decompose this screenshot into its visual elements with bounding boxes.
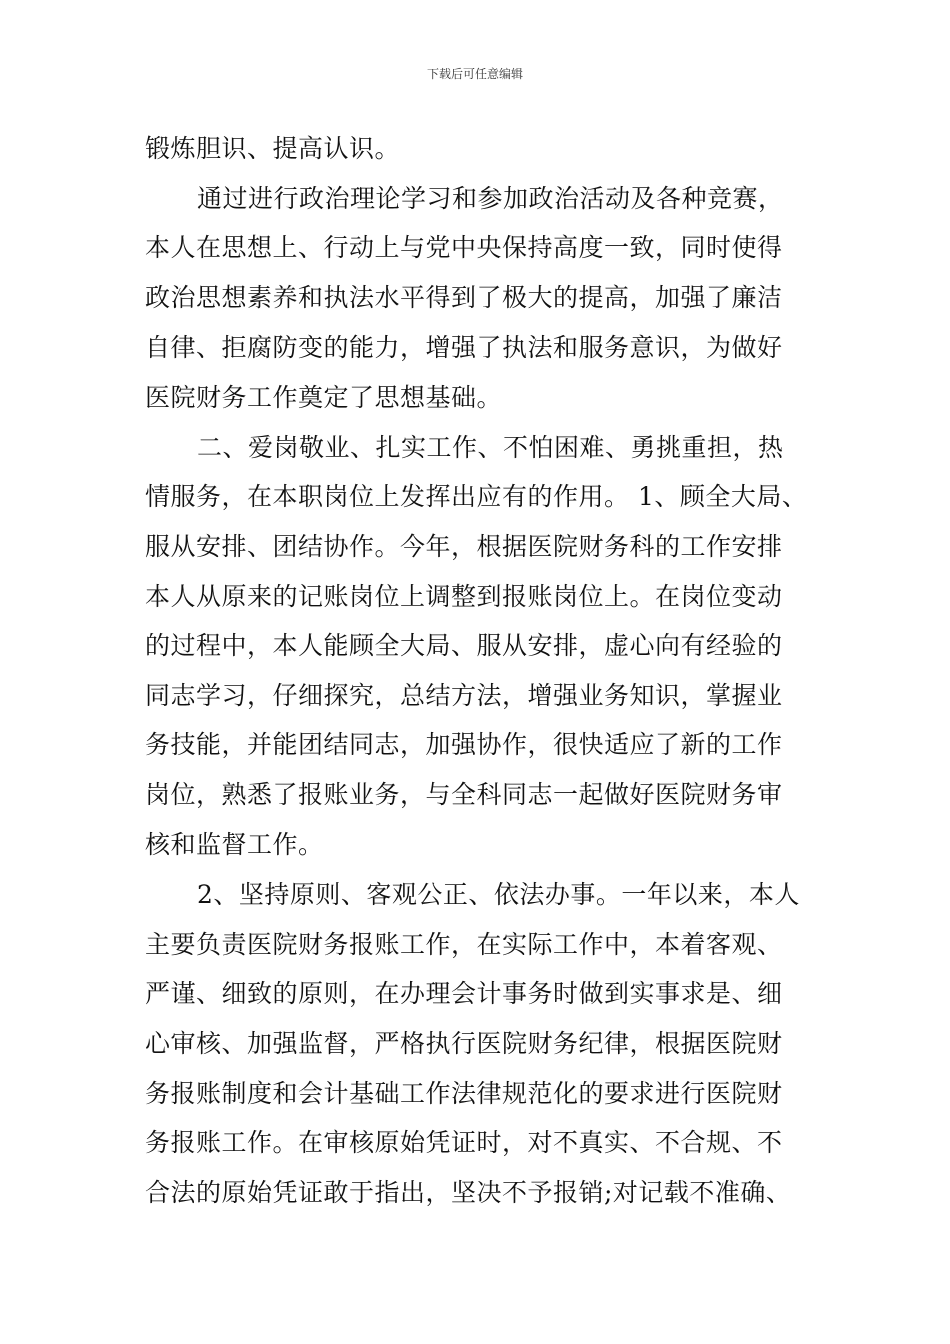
text-line: 医院财务工作奠定了思想基础。	[145, 383, 503, 412]
text-line: 本人在思想上、行动上与党中央保持高度一致，同时使得	[145, 233, 783, 262]
page-header: 下载后可任意编辑	[426, 67, 523, 81]
text-line: 服从安排、团结协作。今年，根据医院财务科的工作安排	[145, 532, 783, 561]
text-line: 二、爱岗敬业、扎实工作、不怕困难、勇挑重担，热	[197, 433, 784, 462]
text-line: 政治思想素养和执法水平得到了极大的提高，加强了廉洁	[145, 283, 783, 312]
text-line: 岗位，熟悉了报账业务，与全科同志一起做好医院财务审	[145, 780, 783, 809]
text-line: 务技能，并能团结同志，加强协作，很快适应了新的工作	[145, 730, 783, 759]
text-line: 通过进行政治理论学习和参加政治活动及各种竞赛，	[197, 184, 784, 213]
text-line: 合法的原始凭证敢于指出，坚决不予报销;对记载不准确、	[145, 1178, 792, 1207]
text-line: 的过程中，本人能顾全大局、服从安排，虚心向有经验的	[145, 631, 783, 660]
text-line: 本人从原来的记账岗位上调整到报账岗位上。在岗位变动	[145, 582, 783, 611]
text-line: 严谨、细致的原则，在办理会计事务时做到实事求是、细	[145, 979, 783, 1008]
text-line: 主要负责医院财务报账工作，在实际工作中，本着客观、	[145, 930, 783, 959]
text-line: 锻炼胆识、提高认识。	[145, 134, 401, 163]
text-line: 务报账工作。在审核原始凭证时，对不真实、不合规、不	[145, 1128, 783, 1157]
text-line: 情服务，在本职岗位上发挥出应有的作用。 1、顾全大局、	[145, 482, 808, 511]
text-line: 心审核、加强监督，严格执行医院财务纪律，根据医院财	[145, 1029, 783, 1058]
text-line: 自律、拒腐防变的能力，增强了执法和服务意识，为做好	[145, 333, 783, 362]
text-line: 核和监督工作。	[145, 830, 324, 859]
text-line: 务报账制度和会计基础工作法律规范化的要求进行医院财	[145, 1079, 783, 1108]
text-line: 2、坚持原则、客观公正、依法办事。一年以来，本人	[197, 880, 800, 909]
text-line: 同志学习，仔细探究，总结方法，增强业务知识，掌握业	[145, 681, 783, 710]
